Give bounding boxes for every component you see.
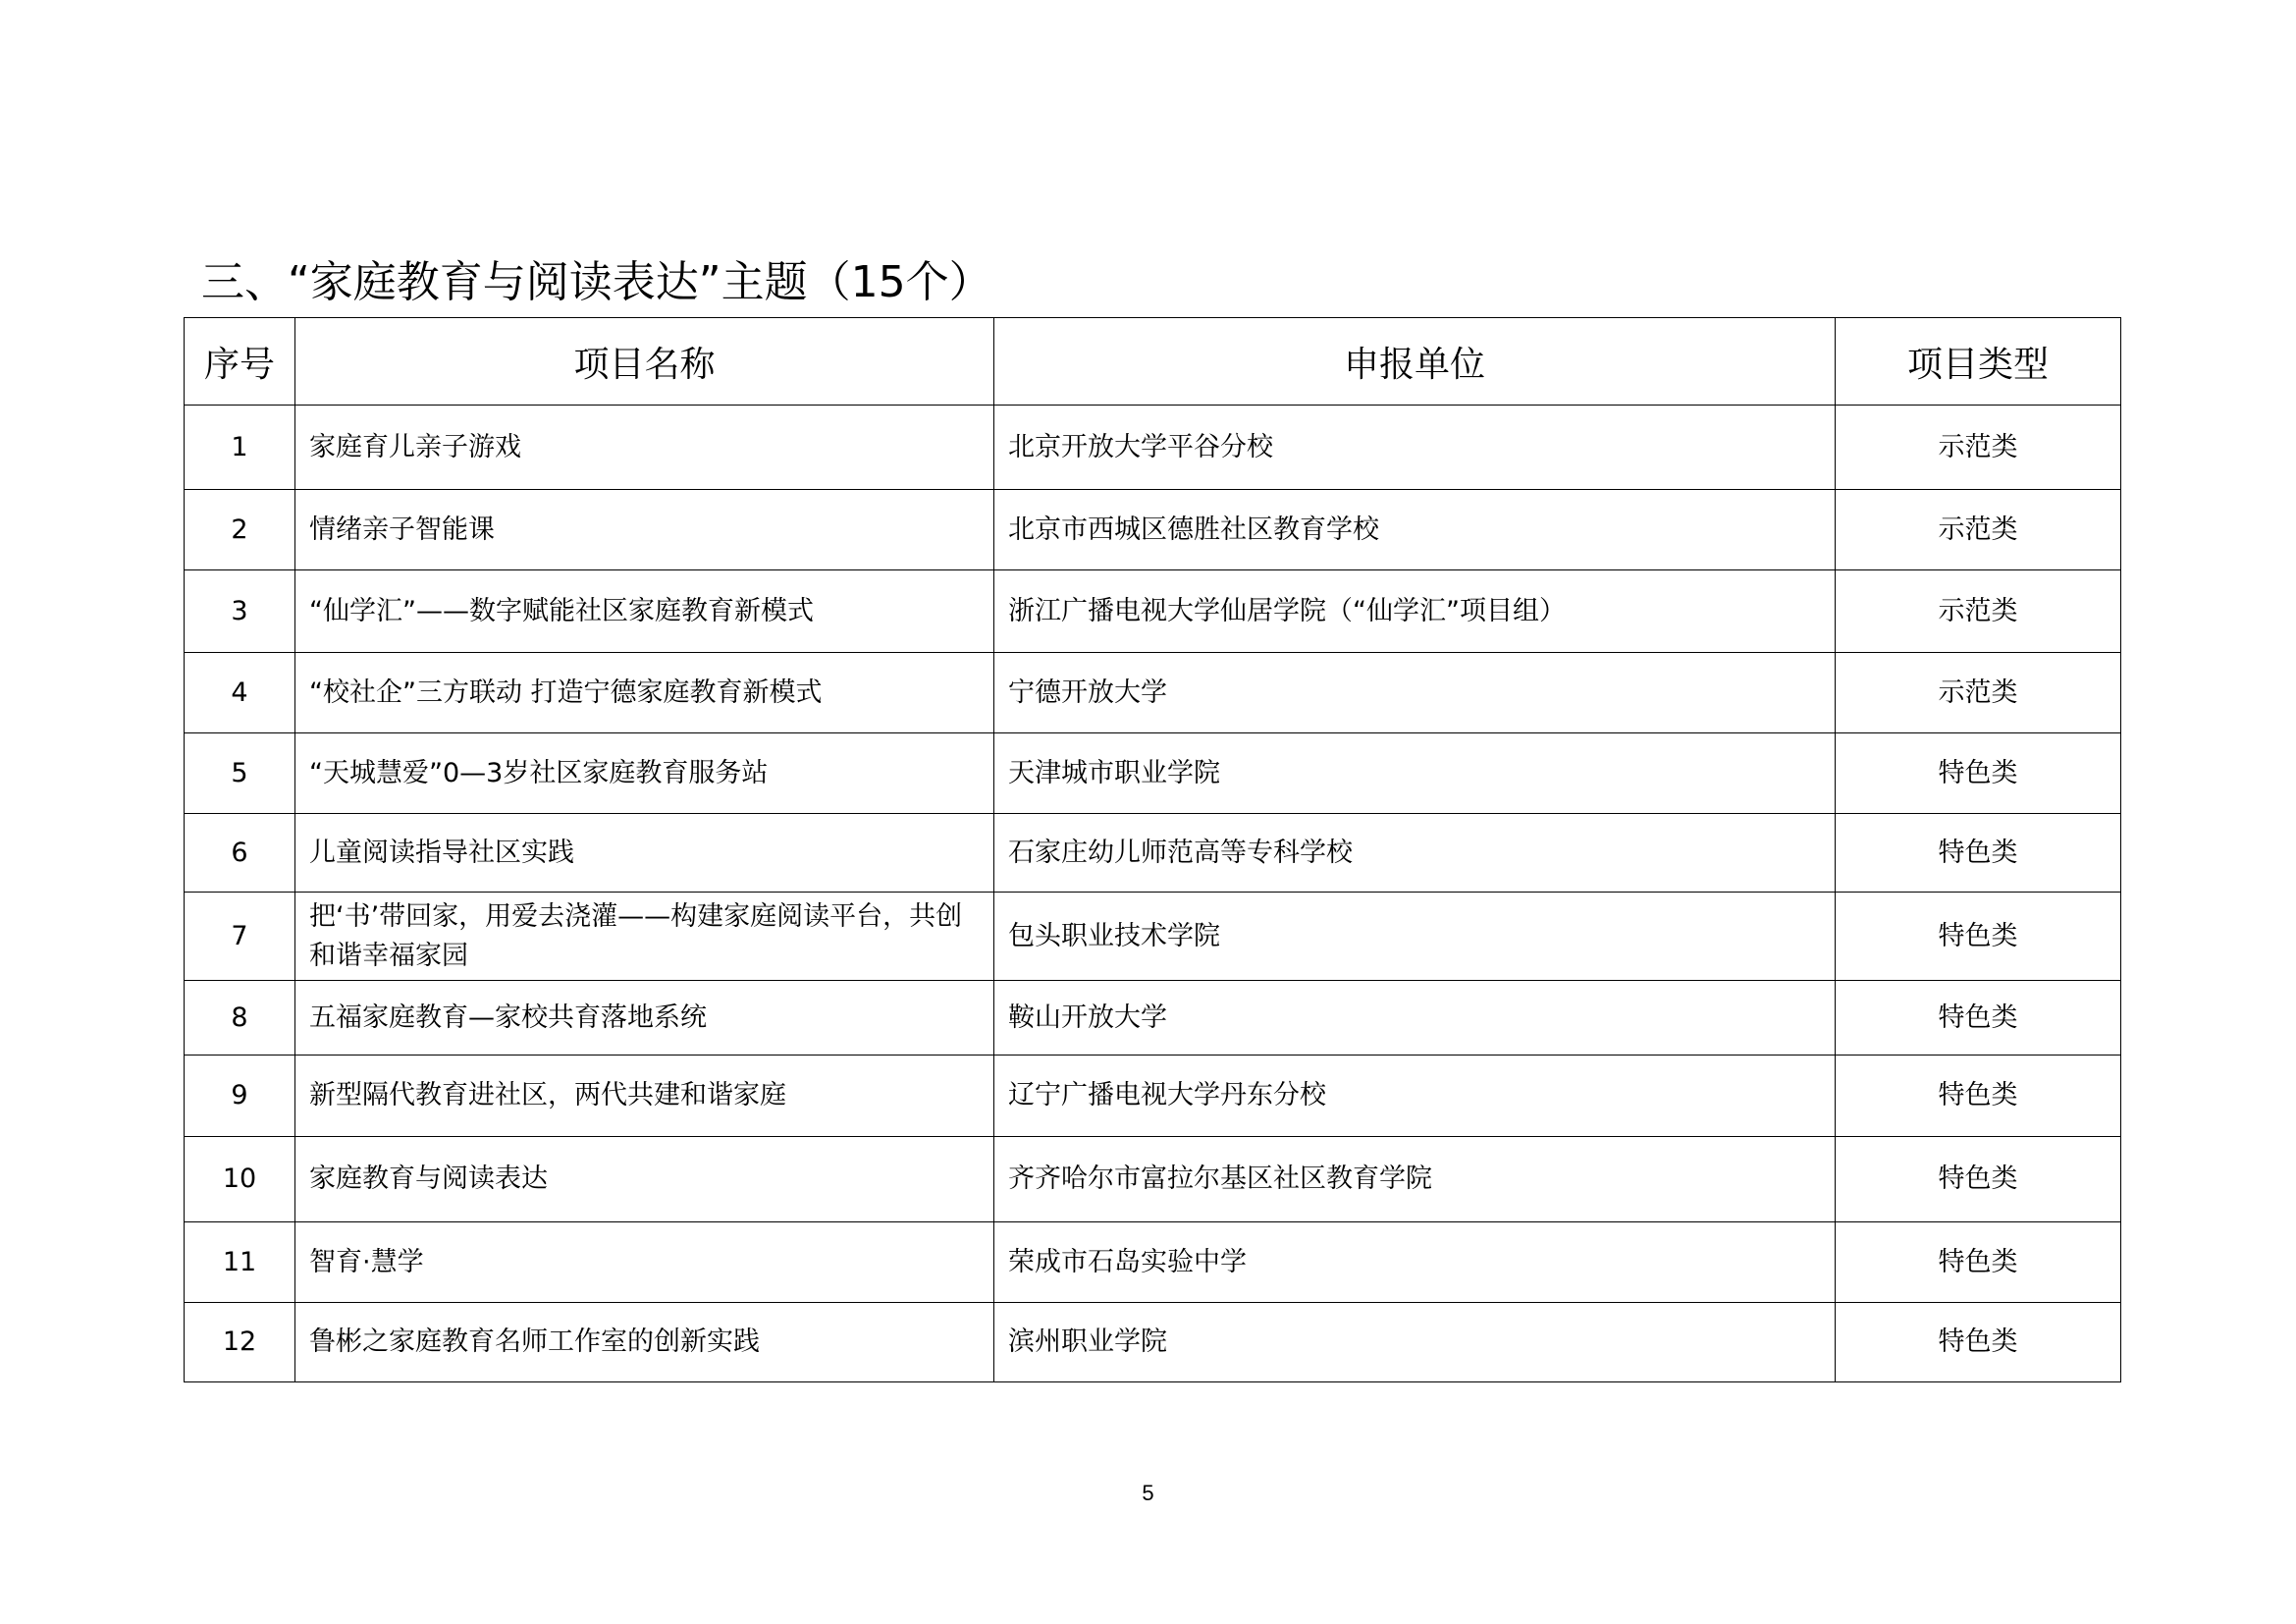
row-unit: 宁德开放大学 (994, 653, 1836, 733)
table-row (185, 406, 2121, 490)
row-unit: 荣成市石岛实验中学 (994, 1222, 1836, 1303)
row-unit: 辽宁广播电视大学丹东分校 (994, 1056, 1836, 1137)
row-num: 4 (185, 653, 295, 733)
row-type: 特色类 (1836, 1222, 2121, 1303)
row-project-name: 新型隔代教育进社区，两代共建和谐家庭 (295, 1056, 994, 1137)
table-row (185, 490, 2121, 570)
table-row (185, 981, 2121, 1056)
table-row (185, 733, 2121, 814)
row-project-name: “校社企”三方联动 打造宁德家庭教育新模式 (295, 653, 994, 733)
table-row (185, 1222, 2121, 1303)
row-unit: 浙江广播电视大学仙居学院（“仙学汇”项目组） (994, 570, 1836, 653)
row-type: 示范类 (1836, 406, 2121, 490)
row-num: 10 (185, 1137, 295, 1222)
row-unit: 天津城市职业学院 (994, 733, 1836, 814)
table-row (185, 1056, 2121, 1137)
header-unit: 申报单位 (994, 318, 1836, 406)
row-unit: 北京开放大学平谷分校 (994, 406, 1836, 490)
row-project-name: 家庭育儿亲子游戏 (295, 406, 994, 490)
row-num: 9 (185, 1056, 295, 1137)
row-type: 特色类 (1836, 1056, 2121, 1137)
row-type: 特色类 (1836, 1137, 2121, 1222)
header-type: 项目类型 (1836, 318, 2121, 406)
page-number: 5 (1142, 1481, 1154, 1505)
row-type: 特色类 (1836, 814, 2121, 893)
table-row (185, 814, 2121, 893)
section-heading: 三、“家庭教育与阅读表达”主题（15个） (201, 257, 992, 307)
row-project-name: 儿童阅读指导社区实践 (295, 814, 994, 893)
row-unit: 包头职业技术学院 (994, 893, 1836, 981)
table-header-row (185, 318, 2121, 406)
projects-table (184, 317, 2121, 1382)
header-num: 序号 (185, 318, 295, 406)
row-type: 特色类 (1836, 981, 2121, 1056)
row-num: 12 (185, 1303, 295, 1382)
row-unit: 齐齐哈尔市富拉尔基区社区教育学院 (994, 1137, 1836, 1222)
table-row (185, 893, 2121, 981)
table-row (185, 570, 2121, 653)
row-project-name: “天城慧爱”0—3岁社区家庭教育服务站 (295, 733, 994, 814)
row-num: 8 (185, 981, 295, 1056)
header-name: 项目名称 (295, 318, 994, 406)
row-project-name: 家庭教育与阅读表达 (295, 1137, 994, 1222)
row-num: 3 (185, 570, 295, 653)
row-project-name: 情绪亲子智能课 (295, 490, 994, 570)
row-unit: 滨州职业学院 (994, 1303, 1836, 1382)
row-unit: 鞍山开放大学 (994, 981, 1836, 1056)
row-type: 示范类 (1836, 490, 2121, 570)
row-project-name: “仙学汇”——数字赋能社区家庭教育新模式 (295, 570, 994, 653)
row-unit: 北京市西城区德胜社区教育学校 (994, 490, 1836, 570)
row-num: 7 (185, 893, 295, 981)
row-unit: 石家庄幼儿师范高等专科学校 (994, 814, 1836, 893)
row-type: 特色类 (1836, 733, 2121, 814)
row-project-name: 智育·慧学 (295, 1222, 994, 1303)
row-num: 11 (185, 1222, 295, 1303)
table-row (185, 653, 2121, 733)
table-row (185, 1303, 2121, 1382)
row-num: 1 (185, 406, 295, 490)
row-type: 特色类 (1836, 893, 2121, 981)
row-project-name: 鲁彬之家庭教育名师工作室的创新实践 (295, 1303, 994, 1382)
row-type: 示范类 (1836, 653, 2121, 733)
row-type: 示范类 (1836, 570, 2121, 653)
row-type: 特色类 (1836, 1303, 2121, 1382)
row-project-name: 把‘书’带回家，用爱去浇灌——构建家庭阅读平台，共创和谐幸福家园 (295, 893, 994, 981)
row-num: 5 (185, 733, 295, 814)
row-num: 2 (185, 490, 295, 570)
row-num: 6 (185, 814, 295, 893)
row-project-name: 五福家庭教育—家校共育落地系统 (295, 981, 994, 1056)
table-row (185, 1137, 2121, 1222)
